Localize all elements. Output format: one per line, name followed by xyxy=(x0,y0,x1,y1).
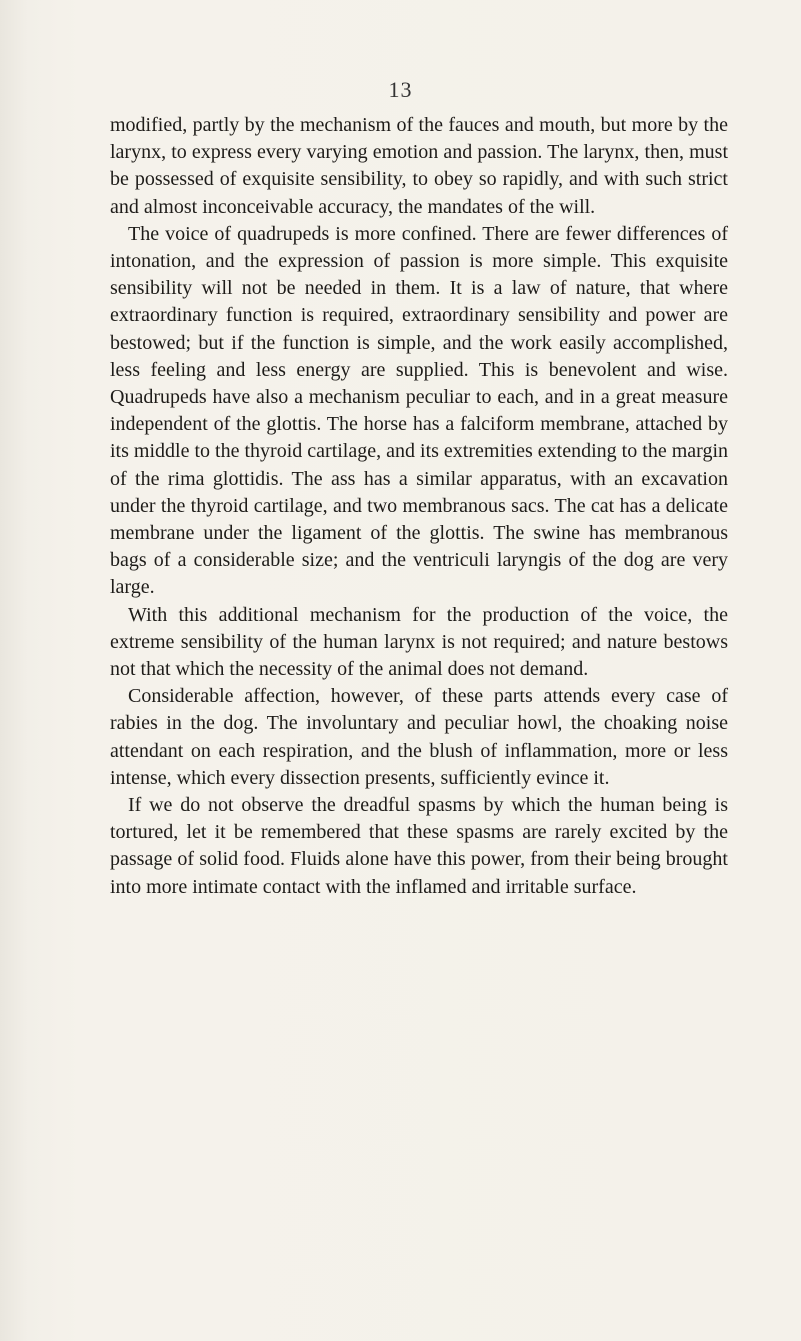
paragraph: If we do not observe the dreadful spasms by which the human being is tortured, let it be remembered that these spasms are rarely excited by the passage of solid food. Fluids alone have this power, from their being brought into more intimate contact with the inflamed and irritable surface. xyxy=(110,794,728,898)
paragraph: The voice of quadrupeds is more confined. There are fewer differences of intonation, and the expression of passion is more simple. This exquisite sensibility will not be needed in them. It is a law of nature, that where extraordinary function is required, extraordinary sensibility and power are bestowed; but if the function is simple, and the work easily accomplished, less feeling and less energy are supplied. This is benevolent and wise. Quadrupeds have also a mechanism peculiar to each, and in a great measure independent of the glottis. The horse has a falciform membrane, attached by its middle to the thyroid cartilage, and its extremities extending to the margin of the rima glottidis. The ass has a similar apparatus, with an excavation under the thyroid cartilage, and two membranous sacs. The cat has a delicate membrane under the ligament of the glottis. The swine has membranous bags of a considerable size; and the ventriculi laryngis of the dog are very large. xyxy=(110,222,728,599)
body-text xyxy=(110,112,728,901)
page-number: 13 xyxy=(388,77,413,102)
paragraph: With this additional mechanism for the production of the voice, the extreme sensibility of the human larynx is not required; and nature bestows not that which the necessity of the animal does not demand. xyxy=(110,603,728,681)
paragraph: modified, partly by the mechanism of the fauces and mouth, but more by the larynx, to express every varying emotion and passion. The larynx, then, must be possessed of exquisite sensibility, to obey so rapidly, and with such strict and almost inconceivable accuracy, the mandates of the will. xyxy=(110,114,728,218)
paragraph: Considerable affection, however, of these parts attends every case of rabies in the dog. The involuntary and peculiar howl, the choaking noise attendant on each respiration, and the blush of inflammation, more or less intense, which every dissection presents, sufficiently evince it. xyxy=(110,685,728,789)
